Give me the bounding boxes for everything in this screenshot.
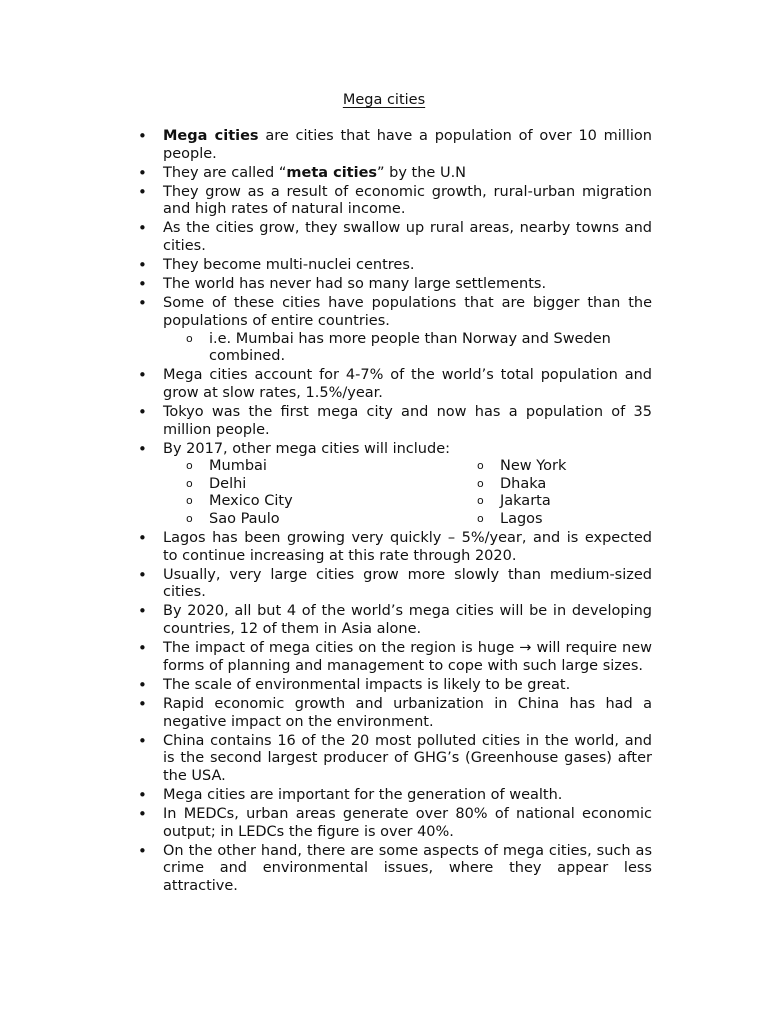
list-item — [163, 787, 652, 805]
city-item: o Jakarta — [500, 493, 670, 511]
item-text: They become multi-nuclei centres. — [163, 257, 415, 274]
item-text: By 2020, all but 4 of the world’s mega cities will be in developing countries, 12 of them in Asia alone. — [163, 603, 652, 638]
list-item — [163, 184, 652, 219]
bullet-list — [163, 128, 652, 897]
list-item — [163, 603, 652, 638]
list-item — [163, 295, 652, 365]
list-item — [163, 806, 652, 841]
list-item — [163, 567, 652, 602]
item-text: The scale of environmental impacts is likely to be great. — [163, 676, 571, 693]
item-text: On the other hand, there are some aspects of mega cities, such as crime and environmental issues, where they appear less attractive. — [163, 842, 652, 894]
list-item — [163, 220, 652, 255]
item-text: Some of these cities have populations that are bigger than the populations of entire countries. — [163, 295, 652, 329]
sub-list — [163, 331, 652, 366]
city-item: o Delhi — [209, 476, 500, 494]
list-item — [163, 441, 652, 529]
list-item — [163, 733, 652, 786]
item-text: By 2017, other mega cities will include: — [163, 440, 451, 457]
item-text: Usually, very large cities grow more slowly than medium-sized cities. — [163, 566, 652, 601]
list-item — [163, 530, 652, 565]
list-item — [163, 367, 652, 402]
city-item: o Mexico City — [209, 493, 500, 511]
page-title: Mega cities — [342, 92, 426, 108]
item-text: They are called “ — [163, 164, 287, 181]
list-item — [163, 696, 652, 731]
item-text: Mega cities account for 4-7% of the world’s total population and grow at slow rates, 1.5%/year. — [163, 367, 652, 401]
list-item — [163, 276, 652, 294]
sub-list-item: o i.e. Mumbai has more people than Norway and Sweden combined. — [209, 331, 652, 366]
list-item — [163, 404, 652, 439]
list-item — [163, 640, 652, 675]
city-item: o Mumbai — [209, 458, 500, 476]
bold-term: meta cities — [286, 164, 378, 181]
item-text: Lagos has been growing very quickly – 5%/year, and is expected to continue increasing at this rate through 2020. — [163, 530, 652, 564]
list-item — [163, 257, 652, 275]
item-text: The world has never had so many large settlements. — [163, 276, 547, 293]
arrow-icon: → — [519, 640, 532, 657]
item-text: Mega cities are important for the generation of wealth. — [163, 786, 563, 803]
city-item: o New York — [500, 458, 670, 476]
city-list — [163, 458, 652, 528]
city-item: o Sao Paulo — [209, 511, 500, 529]
item-text: will require new forms of planning and management to cope with such large sizes. — [163, 640, 652, 674]
item-text: They grow as a result of economic growth, rural-urban migration and high rates of natural income. — [163, 183, 652, 218]
item-text: ” by the U.N — [377, 164, 467, 181]
item-text: The impact of mega cities on the region is huge — [163, 640, 520, 657]
item-text: are cities that have a population of over 10 million people. — [163, 128, 652, 162]
item-text: Tokyo was the first mega city and now has a population of 35 million people. — [163, 403, 652, 438]
list-item — [163, 165, 652, 183]
city-item: o Dhaka — [500, 476, 670, 494]
item-text: China contains 16 of the 20 most polluted cities in the world, and is the second largest producer of GHG’s (Greenhouse gases) after the USA. — [163, 732, 652, 784]
city-item: o Lagos — [500, 511, 670, 529]
bold-term: Mega cities — [163, 128, 259, 144]
list-item — [163, 128, 652, 163]
list-item — [163, 677, 652, 695]
list-item — [163, 843, 652, 896]
item-text: Rapid economic growth and urbanization in China has had a negative impact on the environment. — [163, 695, 652, 730]
item-text: In MEDCs, urban areas generate over 80% of national economic output; in LEDCs the figure is over 40%. — [163, 805, 652, 840]
item-text: As the cities grow, they swallow up rural areas, nearby towns and cities. — [163, 220, 652, 255]
